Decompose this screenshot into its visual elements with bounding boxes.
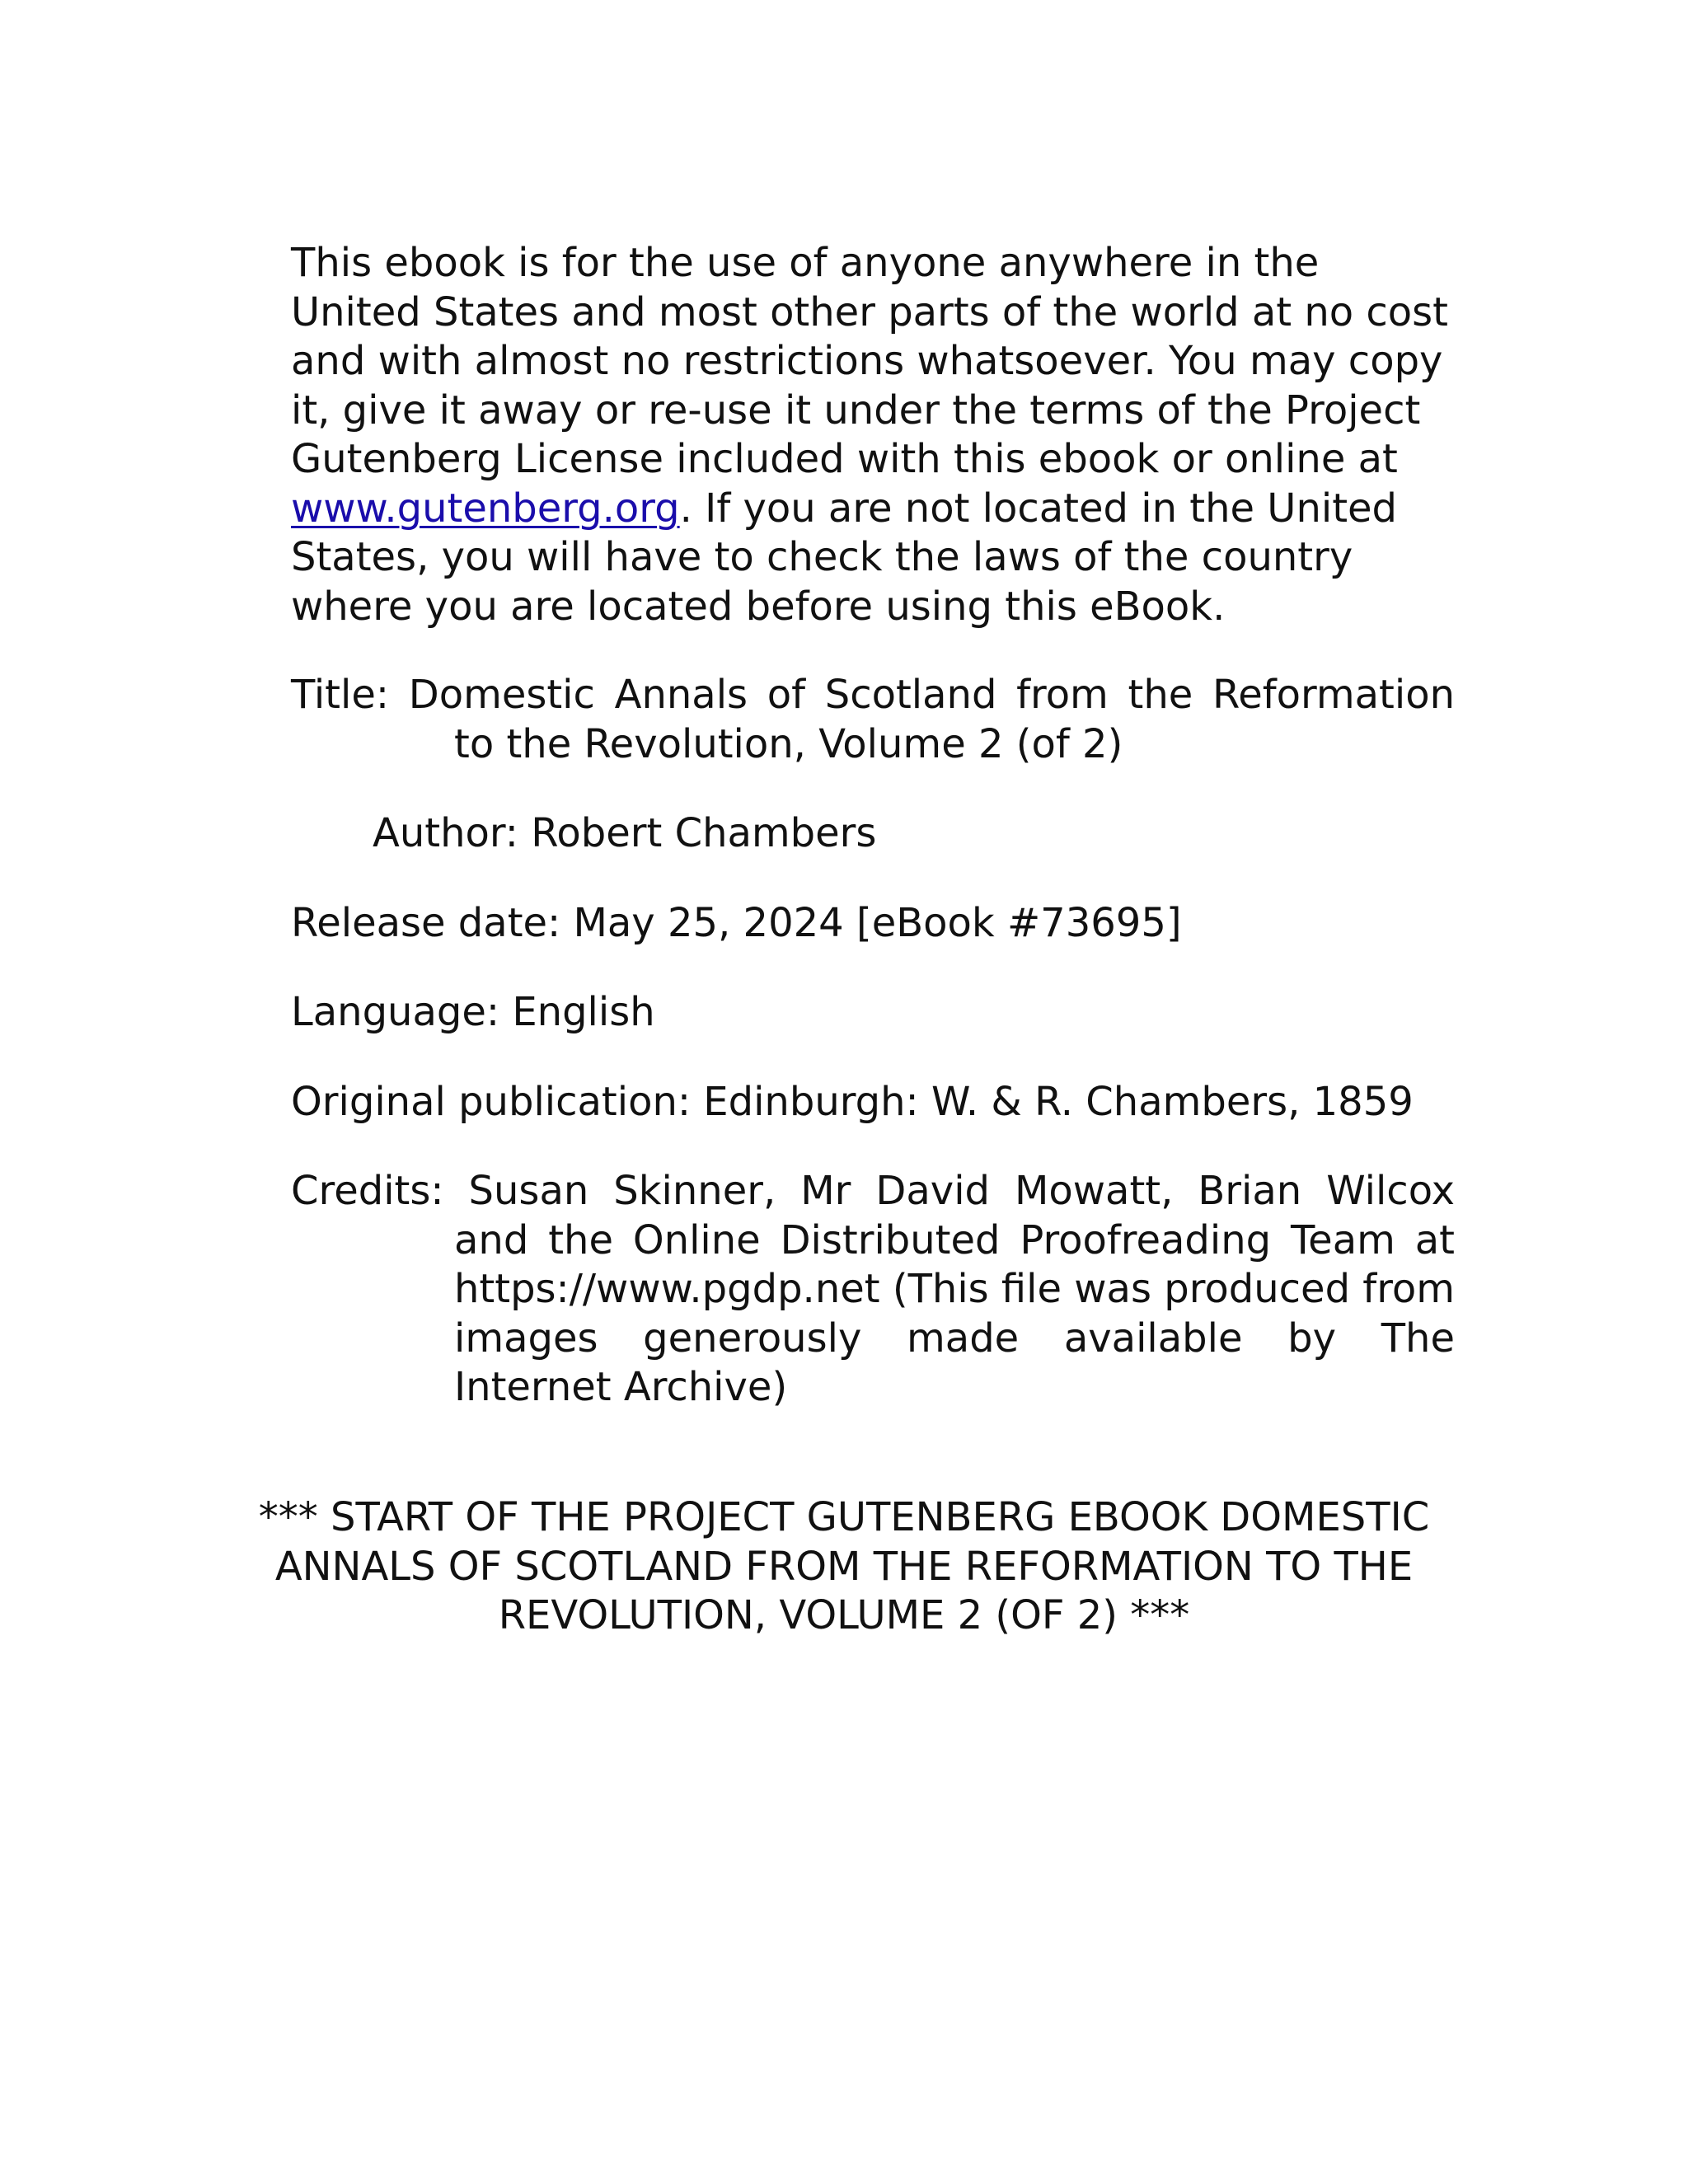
gutenberg-link[interactable]: www.gutenberg.org [291,485,680,532]
license-notice-text-start: This ebook is for the use of anyone anywhere in the United States and most other parts of the world at no cost and with almost no restrictions whatsoever. You may copy it, give it away or re-use it under the terms of the Project Gutenberg License included with this ebook or online at [291,240,1448,482]
license-notice [291,239,1455,631]
ebook-front-matter [291,239,1455,1453]
license-notice-text-end: . If you are not located in the United States, you will have to check the laws of the country where you are located before using this eBook. [291,485,1398,630]
book-author: Author: Robert Chambers [373,810,877,856]
original-publication: Original publication: Edinburgh: W. & R. Chambers, 1859 [291,1078,1414,1125]
release-date: Release date: May 25, 2024 [eBook #73695] [291,899,1182,946]
language: Language: English [291,989,655,1035]
book-title: Title: Domestic Annals of Scotland from the Reformation to the Revolution, Volume 2 (of 2) [291,672,1455,767]
credits: Credits: Susan Skinner, Mr David Mowatt, Brian Wilcox and the Online Distributed Proofreading Team at https://www.pgdp.net (This file was produced from images generously made available by The Internet Archive) [291,1168,1455,1410]
start-of-ebook-banner: *** START OF THE PROJECT GUTENBERG EBOOK DOMESTIC ANNALS OF SCOTLAND FROM THE REFORMATION TO THE REVOLUTION, VOLUME 2 (OF 2) *** [258,1494,1430,1638]
